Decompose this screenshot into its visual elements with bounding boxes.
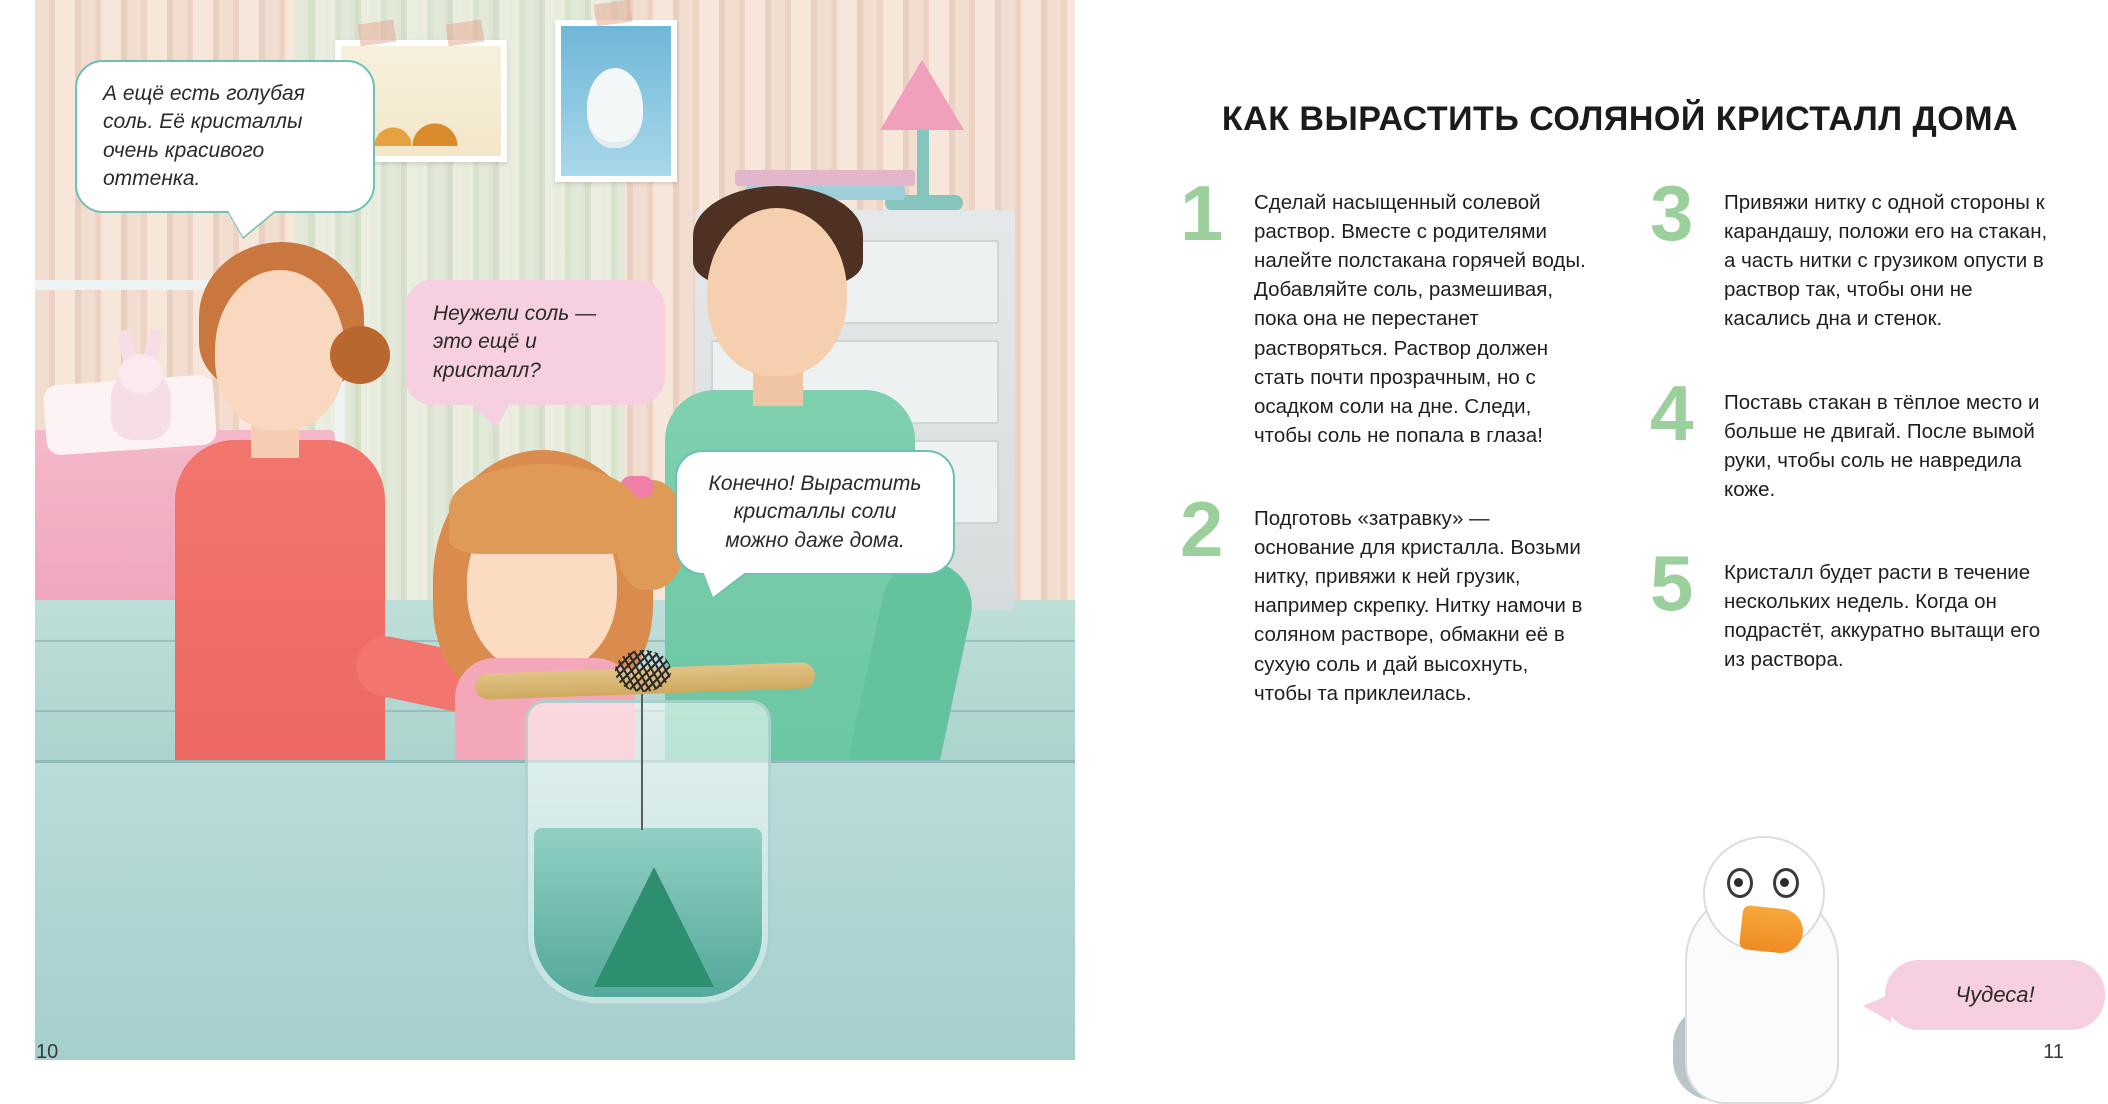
thread xyxy=(641,690,643,830)
bubble-tail xyxy=(227,209,277,237)
step-number: 1 xyxy=(1180,169,1224,257)
bubble-tail xyxy=(1863,994,1891,1022)
tape-icon xyxy=(594,0,633,26)
speech-bubble-seagull-text: Чудеса! xyxy=(1955,982,2035,1007)
step-text: Сделай насыщенный солевой раствор. Вместе с родителями налейте полстакана горячей воды. Добавляйте соль, размешивая, пока она не перестанет растворяться. Раствор должен стать почти прозрачным, но с осадком соли на дне. Следи, чтобы соль не попала в глаза! xyxy=(1254,191,1586,447)
speech-bubble-seagull xyxy=(1885,960,2105,1030)
bubble-tail xyxy=(703,571,747,597)
step-text: Подготовь «затравку» — основание для кристалла. Возьми нитку, привяжи к ней грузик, например скрепку. Нитку намочи в соляном растворе, обмакни её в сухую соль и дай высохнуть, чтобы та приклеилась. xyxy=(1254,506,1583,705)
step-number: 5 xyxy=(1650,538,1694,627)
speech-bubble-mother-text: А ещё есть голубая соль. Её кристаллы очень красивого оттенка. xyxy=(103,82,305,191)
mother-hair-bun xyxy=(330,326,390,384)
step-text: Кристалл будет расти в течение нескольких недель. Когда он подрастёт, аккуратно вытащи его из раствора. xyxy=(1724,560,2041,672)
girl-hair-top xyxy=(449,464,639,554)
mother-head xyxy=(215,270,345,430)
page-number-right: 11 xyxy=(2043,1041,2064,1063)
step-text: Привяжи нитку с одной стороны к карандашу, положи его на стакан, а часть нитки с грузиком опусти в раствор так, чтобы они не касались дна и стенок. xyxy=(1724,191,2048,331)
right-page xyxy=(1075,0,2108,1100)
tape-icon xyxy=(358,20,397,47)
step-item xyxy=(1650,538,2060,674)
seagull-eye-icon xyxy=(1773,868,1799,898)
instructions-column-left xyxy=(1180,169,1590,754)
speech-bubble-father xyxy=(675,450,955,575)
step-item xyxy=(1180,484,1590,708)
instructions xyxy=(1180,169,2060,754)
speech-bubble-father-text: Конечно! Вырастить кристаллы соли можно даже дома. xyxy=(708,472,922,552)
step-text: Поставь стакан в тёплое место и больше не двигай. После вымой руки, чтобы соль не навредила коже. xyxy=(1724,390,2040,501)
salt-crystal xyxy=(594,867,714,987)
salt-solution xyxy=(534,828,762,997)
bubble-tail xyxy=(467,401,511,427)
page-title: КАК ВЫРАСТИТЬ СОЛЯНОЙ КРИСТАЛЛ ДОМА xyxy=(1221,100,2019,138)
wall-picture-snowman xyxy=(555,20,677,182)
thread-knot xyxy=(615,650,671,692)
speech-bubble-mother xyxy=(75,60,375,213)
step-number: 4 xyxy=(1650,368,1694,457)
step-number: 3 xyxy=(1650,169,1694,257)
speech-bubble-girl xyxy=(405,280,665,405)
illustration xyxy=(35,0,1075,1060)
lamp-shade xyxy=(880,60,964,130)
step-item xyxy=(1180,169,1590,450)
step-number: 2 xyxy=(1180,484,1224,573)
instructions-column-right xyxy=(1650,169,2060,754)
seagull-eye-icon xyxy=(1727,868,1753,898)
glass-jar xyxy=(525,700,771,1006)
speech-bubble-girl-text: Неужели соль — это ещё и кристалл? xyxy=(433,302,597,382)
tape-icon xyxy=(446,20,485,47)
step-item xyxy=(1650,169,2060,334)
father-head xyxy=(707,208,847,376)
page-number-left: 10 xyxy=(36,1041,59,1063)
step-item xyxy=(1650,368,2060,504)
